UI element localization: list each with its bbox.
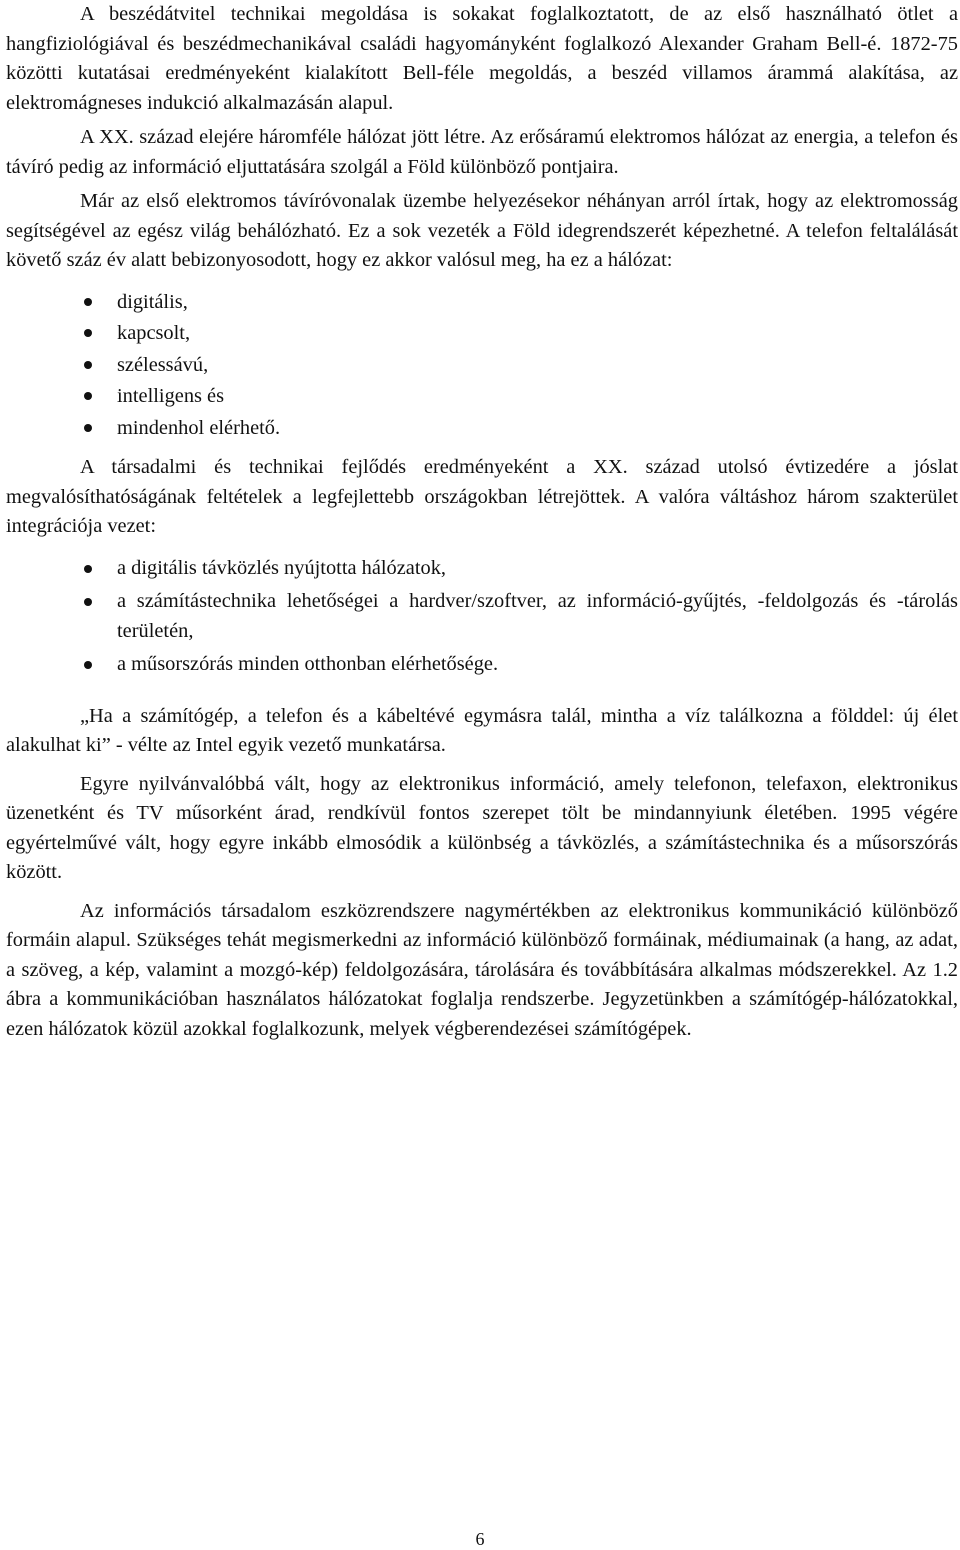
bullet-icon <box>84 424 92 432</box>
bullet-icon <box>84 661 92 669</box>
paragraph-telegraph: Már az első elektromos távíróvonalak üzembe helyezésekor néhányan arról írtak, hogy az elektromosság segítségével az egész világ behálózható. Ez a sok vezeték a Föld idegrendszerét képezhetné. A telefon feltalálását követő száz év alatt bebizonyosodott, hogy ez akkor valósul meg, ha ez a hálózat: <box>6 190 958 271</box>
list-item: intelligens és <box>6 381 958 413</box>
paragraph-information-society: Az információs társadalom eszközrendszere nagymértékben az elektronikus kommunikáció különböző formáin alapul. Szükséges tehát megismerkedni az információ különböző formáinak, médiumainak (a hang, az adat, a szöveg, a kép, valamint a mozgó-kép) feldolgozására, tárolására és továbbítására alkalmas módszerekkel. Az 1.2 ábra a kommunikációban használatos hálózatokat foglalja rendszerbe. Jegyzetünkben a számítógép-hálózatokkal, ezen hálózatok közül azokkal foglalkozunk, melyek végberendezései számítógépek. <box>6 899 958 1040</box>
bullet-icon <box>84 361 92 369</box>
paragraph-bell: A beszédátvitel technikai megoldása is sokakat foglalkoztatott, de az első használható ötlet a hangfiziológiával és beszédmechanikával családi hagyományként foglalkozó Alexander Graham Bell-é. 1872-75 közötti kutatásai eredményeként kialakított Bell-féle megoldás, a beszéd villamos árammá alakítása, az elektromágneses indukció alkalmazásán alapul. <box>6 3 958 114</box>
bullet-icon <box>84 565 92 573</box>
list-item: a számítástechnika lehetőségei a hardver/szoftver, az információ-gyűjtés, -feldolgozás és -tárolás területén, <box>6 587 958 646</box>
list-item: digitális, <box>6 287 958 319</box>
bullet-icon <box>84 298 92 306</box>
network-properties-list <box>6 287 958 445</box>
page-number: 6 <box>475 1529 485 1549</box>
paragraph-networks: A XX. század elejére háromféle hálózat jött létre. Az erősáramú elektromos hálózat az energia, a telefon és távíró pedig az információ eljuttatására szolgál a Föld különböző pontjaira. <box>6 126 958 178</box>
paragraph-convergence: Egyre nyilvánvalóbbá vált, hogy az elektronikus információ, amely telefonon, telefaxon, elektronikus üzenetként és TV műsorként árad, rendkívül fontos szerepet tölt be mindannyiunk életében. 1995 végére egyértelművé vált, hogy egyre inkább elmosódik a különbség a távközlés, a számítástechnika és a műsorszórás között. <box>6 772 958 883</box>
paragraph-integration: A társadalmi és technikai fejlődés eredményeként a XX. század utolsó évtizedére a jóslat megvalósíthatóságának feltételek a legfejlettebb országokban létrejöttek. A valóra váltáshoz három szakterület integrációja vezet: <box>6 456 958 537</box>
list-item: mindenhol elérhető. <box>6 413 958 445</box>
list-item: szélessávú, <box>6 350 958 382</box>
list-item: a műsorszórás minden otthonban elérhetősége. <box>6 650 958 680</box>
document-page <box>6 0 958 1044</box>
list-item: kapcsolt, <box>6 318 958 350</box>
paragraph-quote: „Ha a számítógép, a telefon és a kábeltévé egymásra talál, mintha a víz találkozna a földdel: új élet alakulhat ki” - vélte az Intel egyik vezető munkatársa. <box>6 704 958 756</box>
integration-areas-list <box>6 554 958 680</box>
list-item: a digitális távközlés nyújtotta hálózatok, <box>6 554 958 584</box>
bullet-icon <box>84 392 92 400</box>
bullet-icon <box>84 329 92 337</box>
bullet-icon <box>84 598 92 606</box>
